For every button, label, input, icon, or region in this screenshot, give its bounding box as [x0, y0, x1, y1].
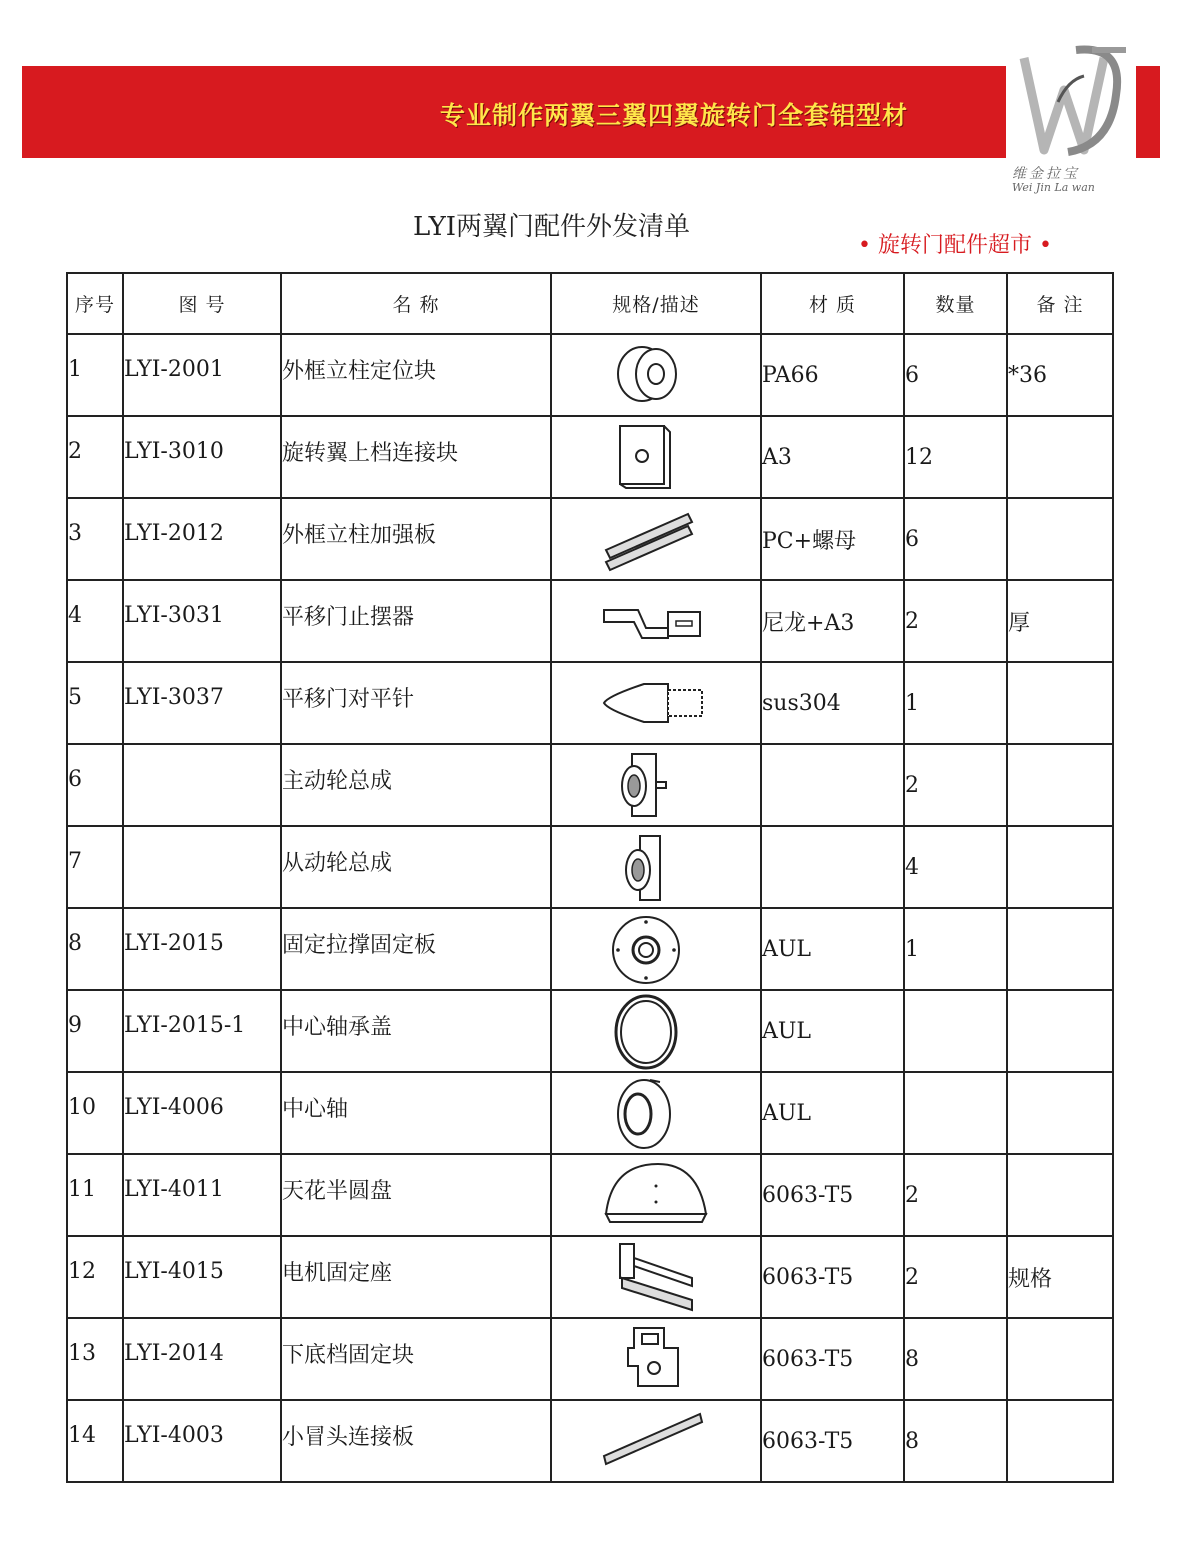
- row-material: sus304: [761, 662, 904, 744]
- row-spec-image: [551, 826, 761, 908]
- row-spec-image: [551, 1318, 761, 1400]
- center-shaft-icon: [598, 1074, 714, 1152]
- row-remark: [1007, 990, 1113, 1072]
- row-drawing-no-text: LYI-4011: [124, 1176, 224, 1202]
- row-name: [281, 826, 551, 908]
- row-drawing-no-text: LYI-2001: [124, 356, 224, 382]
- row-name-text: 天花半圆盘: [282, 1178, 393, 1204]
- row-spec-image: [551, 990, 761, 1072]
- stopper-bracket-icon: [598, 582, 714, 660]
- bottom-block-icon: [598, 1320, 714, 1398]
- square-plate-icon: [598, 418, 714, 496]
- row-drawing-no-text: LYI-4015: [124, 1258, 224, 1284]
- row-name-text: 中心轴承盖: [282, 1014, 393, 1040]
- row-drawing-no: [123, 1400, 281, 1482]
- row-remark: [1007, 1318, 1113, 1400]
- row-name-text: 平移门对平针: [282, 686, 415, 712]
- header-spec: 规格/描述: [551, 273, 761, 334]
- row-name-text: 固定拉撑固定板: [282, 932, 437, 958]
- row-remark: [1007, 826, 1113, 908]
- row-quantity: 4: [904, 826, 1007, 908]
- table-row: [67, 580, 1113, 662]
- table-row: [67, 1154, 1113, 1236]
- header-remark: 备 注: [1007, 273, 1113, 334]
- row-material: 尼龙+A3: [761, 580, 904, 662]
- row-material: AUL: [761, 1072, 904, 1154]
- row-quantity: 1: [904, 662, 1007, 744]
- row-drawing-no: [123, 990, 281, 1072]
- row-name: [281, 744, 551, 826]
- row-index: [67, 1154, 123, 1236]
- row-remark: [1007, 662, 1113, 744]
- row-name-text: 电机固定座: [282, 1260, 393, 1286]
- row-drawing-no: [123, 744, 281, 826]
- row-spec-image: [551, 1400, 761, 1482]
- table-row: [67, 990, 1113, 1072]
- row-index: [67, 1400, 123, 1482]
- row-drawing-no-text: LYI-4003: [124, 1422, 224, 1448]
- row-index-text: 5: [68, 684, 82, 710]
- row-remark: [1007, 1154, 1113, 1236]
- row-name-text: 外框立柱加强板: [282, 522, 437, 548]
- row-drawing-no: [123, 580, 281, 662]
- row-remark: [1007, 498, 1113, 580]
- row-name-text: 下底档固定块: [282, 1342, 415, 1368]
- row-index: [67, 1236, 123, 1318]
- table-row: [67, 1400, 1113, 1482]
- alignment-pin-icon: [598, 664, 714, 742]
- row-material: 6063-T5: [761, 1154, 904, 1236]
- row-index: [67, 908, 123, 990]
- row-spec-image: [551, 662, 761, 744]
- row-drawing-no-text: LYI-3037: [124, 684, 224, 710]
- row-name-text: 小冒头连接板: [282, 1424, 415, 1450]
- row-remark: [1007, 744, 1113, 826]
- row-drawing-no: [123, 416, 281, 498]
- row-name-text: 外框立柱定位块: [282, 358, 437, 384]
- row-quantity: 1: [904, 908, 1007, 990]
- row-material: 6063-T5: [761, 1400, 904, 1482]
- page-subtitle: • 旋转门配件超市 •: [858, 233, 1052, 258]
- row-index: [67, 498, 123, 580]
- row-remark: 厚: [1007, 580, 1113, 662]
- logo-english-text: Wei Jin La wan: [1012, 181, 1095, 194]
- row-index: [67, 826, 123, 908]
- row-remark: [1007, 1072, 1113, 1154]
- drive-wheel-icon: [598, 746, 714, 824]
- row-spec-image: [551, 1154, 761, 1236]
- row-name: [281, 334, 551, 416]
- row-drawing-no: [123, 334, 281, 416]
- row-drawing-no: [123, 1318, 281, 1400]
- table-row: [67, 908, 1113, 990]
- row-material: A3: [761, 416, 904, 498]
- row-quantity: [904, 1072, 1007, 1154]
- header-index: 序号: [67, 273, 123, 334]
- table-row: [67, 826, 1113, 908]
- row-index-text: 14: [68, 1422, 96, 1448]
- logo-mark-icon: [1006, 40, 1136, 165]
- row-index: [67, 580, 123, 662]
- header-name: 名 称: [281, 273, 551, 334]
- table-row: [67, 334, 1113, 416]
- row-drawing-no-text: LYI-3031: [124, 602, 224, 628]
- row-index: [67, 662, 123, 744]
- row-index: [67, 416, 123, 498]
- row-quantity: 2: [904, 1236, 1007, 1318]
- row-name: [281, 662, 551, 744]
- parts-table: [66, 272, 1114, 1483]
- row-material: PA66: [761, 334, 904, 416]
- row-quantity: 8: [904, 1318, 1007, 1400]
- row-name: [281, 908, 551, 990]
- row-name: [281, 1154, 551, 1236]
- row-material: [761, 744, 904, 826]
- row-drawing-no-text: LYI-4006: [124, 1094, 224, 1120]
- bearing-cover-icon: [598, 992, 714, 1070]
- half-disc-icon: [598, 1156, 714, 1234]
- row-material: PC+螺母: [761, 498, 904, 580]
- flange-plate-icon: [598, 910, 714, 988]
- row-name: [281, 1236, 551, 1318]
- banner-slogan: 专业制作两翼三翼四翼旋转门全套铝型材: [440, 101, 909, 130]
- row-remark: [1007, 1400, 1113, 1482]
- row-drawing-no-text: LYI-2014: [124, 1340, 224, 1366]
- row-material: AUL: [761, 908, 904, 990]
- cylinder-block-icon: [598, 336, 714, 414]
- row-name-text: 主动轮总成: [282, 768, 393, 794]
- motor-mount-icon: [598, 1238, 714, 1316]
- row-drawing-no: [123, 662, 281, 744]
- row-index-text: 1: [68, 356, 82, 382]
- row-name-text: 平移门止摆器: [282, 604, 415, 630]
- table-row: [67, 498, 1113, 580]
- table-row: [67, 1236, 1113, 1318]
- reinforcement-plate-icon: [598, 500, 714, 578]
- connecting-strip-icon: [598, 1402, 714, 1480]
- table-row: [67, 1318, 1113, 1400]
- row-drawing-no-text: LYI-2015: [124, 930, 224, 956]
- row-quantity: [904, 990, 1007, 1072]
- row-quantity: 2: [904, 580, 1007, 662]
- row-index: [67, 1318, 123, 1400]
- row-index-text: 9: [68, 1012, 82, 1038]
- row-index-text: 7: [68, 848, 82, 874]
- row-drawing-no-text: LYI-2015-1: [124, 1012, 246, 1038]
- row-remark: [1007, 416, 1113, 498]
- row-index-text: 10: [68, 1094, 96, 1120]
- row-index: [67, 334, 123, 416]
- logo-chinese-text: 维金拉宝: [1012, 166, 1080, 182]
- header-quantity: 数量: [904, 273, 1007, 334]
- row-index-text: 8: [68, 930, 82, 956]
- page-title: LYI两翼门配件外发清单: [413, 212, 691, 242]
- row-spec-image: [551, 1072, 761, 1154]
- row-material: AUL: [761, 990, 904, 1072]
- row-spec-image: [551, 580, 761, 662]
- header-drawing-no: 图 号: [123, 273, 281, 334]
- row-drawing-no: [123, 908, 281, 990]
- row-spec-image: [551, 908, 761, 990]
- row-quantity: 2: [904, 744, 1007, 826]
- row-index-text: 6: [68, 766, 82, 792]
- row-material: 6063-T5: [761, 1236, 904, 1318]
- row-name: [281, 416, 551, 498]
- row-index: [67, 1072, 123, 1154]
- row-drawing-no-text: LYI-3010: [124, 438, 224, 464]
- row-drawing-no-text: LYI-2012: [124, 520, 224, 546]
- header-material: 材 质: [761, 273, 904, 334]
- row-name-text: 中心轴: [282, 1096, 349, 1122]
- row-name: [281, 1072, 551, 1154]
- row-material: 6063-T5: [761, 1318, 904, 1400]
- row-spec-image: [551, 1236, 761, 1318]
- row-name: [281, 1318, 551, 1400]
- row-name-text: 旋转翼上档连接块: [282, 440, 459, 466]
- table-row: [67, 1072, 1113, 1154]
- row-remark: 规格: [1007, 1236, 1113, 1318]
- row-material: [761, 826, 904, 908]
- row-index-text: 13: [68, 1340, 96, 1366]
- row-spec-image: [551, 744, 761, 826]
- table-row: [67, 744, 1113, 826]
- row-name: [281, 990, 551, 1072]
- row-index: [67, 744, 123, 826]
- row-index-text: 11: [68, 1176, 96, 1202]
- row-remark: [1007, 908, 1113, 990]
- row-name: [281, 580, 551, 662]
- row-drawing-no: [123, 498, 281, 580]
- row-drawing-no: [123, 1154, 281, 1236]
- row-name: [281, 498, 551, 580]
- table-row: [67, 416, 1113, 498]
- row-index-text: 4: [68, 602, 82, 628]
- driven-wheel-icon: [598, 828, 714, 906]
- row-quantity: 6: [904, 334, 1007, 416]
- row-quantity: 2: [904, 1154, 1007, 1236]
- row-quantity: 6: [904, 498, 1007, 580]
- row-spec-image: [551, 416, 761, 498]
- row-index: [67, 990, 123, 1072]
- row-quantity: 8: [904, 1400, 1007, 1482]
- table-row: [67, 662, 1113, 744]
- row-drawing-no: [123, 1072, 281, 1154]
- row-spec-image: [551, 334, 761, 416]
- row-index-text: 2: [68, 438, 82, 464]
- row-quantity: 12: [904, 416, 1007, 498]
- row-remark: *36: [1007, 334, 1113, 416]
- row-drawing-no: [123, 826, 281, 908]
- row-name: [281, 1400, 551, 1482]
- row-index-text: 12: [68, 1258, 96, 1284]
- table-header-row: [67, 273, 1113, 334]
- row-index-text: 3: [68, 520, 82, 546]
- row-name-text: 从动轮总成: [282, 850, 393, 876]
- row-drawing-no: [123, 1236, 281, 1318]
- row-spec-image: [551, 498, 761, 580]
